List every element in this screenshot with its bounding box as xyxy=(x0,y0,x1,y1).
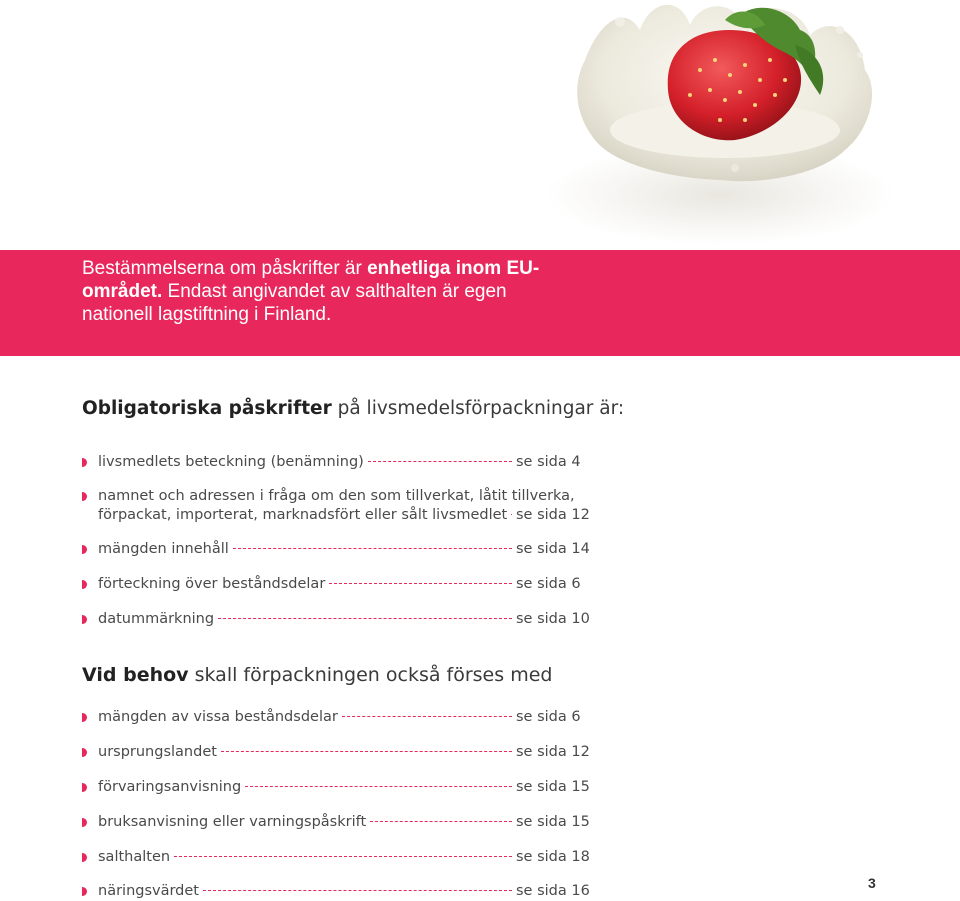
list-item xyxy=(82,610,590,629)
dotted-leader xyxy=(370,820,512,822)
item-label: ursprungslandet xyxy=(98,744,217,760)
list-item xyxy=(82,575,582,594)
banner-text xyxy=(82,257,562,326)
list-item xyxy=(82,813,590,832)
page-number: 3 xyxy=(868,875,876,891)
optional-labels-heading xyxy=(82,664,552,686)
bullet-icon xyxy=(82,713,87,722)
item-label: förvaringsanvisning xyxy=(98,779,242,795)
dotted-leader xyxy=(174,855,512,857)
bullet-icon xyxy=(82,492,87,501)
bullet-icon xyxy=(82,748,87,757)
item-label: mängden innehåll xyxy=(98,541,229,557)
heading-rest: på livsmedelsförpackningar är: xyxy=(331,398,625,419)
bullet-icon xyxy=(82,783,87,792)
page-reference: se sida 6 xyxy=(516,576,581,592)
item-label: näringsvärdet xyxy=(98,883,199,899)
item-label: bruksanvisning eller varningspåskrift xyxy=(98,814,367,830)
page-reference: se sida 18 xyxy=(516,849,590,865)
list-item xyxy=(82,453,582,472)
bullet-icon xyxy=(82,458,87,467)
dotted-leader xyxy=(233,547,512,549)
item-label: livsmedlets beteckning (benämning) xyxy=(98,454,364,470)
bullet-icon xyxy=(82,580,87,589)
page-reference: se sida 15 xyxy=(516,779,590,795)
mandatory-labels-heading xyxy=(82,398,624,419)
list-item xyxy=(82,778,590,797)
item-label-line-1: namnet och adressen i fråga om den som tillverkat, låtit tillverka, xyxy=(98,488,575,504)
page-reference: se sida 16 xyxy=(516,883,590,899)
dotted-leader xyxy=(342,715,512,717)
dotted-leader xyxy=(221,750,512,752)
heading-bold: Vid behov xyxy=(82,664,189,686)
page-reference: se sida 12 xyxy=(516,507,590,523)
bullet-icon xyxy=(82,615,87,624)
list-item xyxy=(82,743,590,762)
item-label: mängden av vissa beståndsdelar xyxy=(98,709,338,725)
banner-text-part-1: Bestämmelserna om påskrifter är xyxy=(82,258,368,279)
dotted-leader xyxy=(511,513,512,515)
item-label: salthalten xyxy=(98,849,171,865)
dotted-leader xyxy=(329,582,512,584)
bullet-icon xyxy=(82,545,87,554)
dotted-leader xyxy=(245,785,512,787)
list-item xyxy=(82,848,590,867)
item-label: datummärkning xyxy=(98,611,215,627)
bullet-icon xyxy=(82,818,87,827)
list-item xyxy=(82,708,582,727)
item-label: förpackat, importerat, marknadsfört eller sålt livsmedlet xyxy=(98,507,508,523)
dotted-leader xyxy=(203,889,512,891)
page-reference: se sida 4 xyxy=(516,454,581,470)
page-reference: se sida 12 xyxy=(516,744,590,760)
dotted-leader xyxy=(368,460,512,462)
dotted-leader xyxy=(218,617,512,619)
bullet-icon xyxy=(82,853,87,862)
banner-text-part-2: Endast angivandet av salthalten är egen nationell lagstiftning i Finland. xyxy=(82,281,507,325)
heading-bold: Obligatoriska påskrifter xyxy=(82,398,332,419)
page-reference: se sida 14 xyxy=(516,541,590,557)
item-label: förteckning över beståndsdelar xyxy=(98,576,326,592)
list-item xyxy=(82,487,590,525)
strawberry-milk-splash-image xyxy=(0,0,960,250)
list-item xyxy=(82,540,590,559)
list-item xyxy=(82,882,590,901)
page-reference: se sida 15 xyxy=(516,814,590,830)
heading-rest: skall förpackningen också förses med xyxy=(188,664,553,686)
page-reference: se sida 10 xyxy=(516,611,590,627)
banner-text-highlight: enhetliga inom EU-området. xyxy=(82,258,540,302)
page-reference: se sida 6 xyxy=(516,709,581,725)
bullet-icon xyxy=(82,887,87,896)
